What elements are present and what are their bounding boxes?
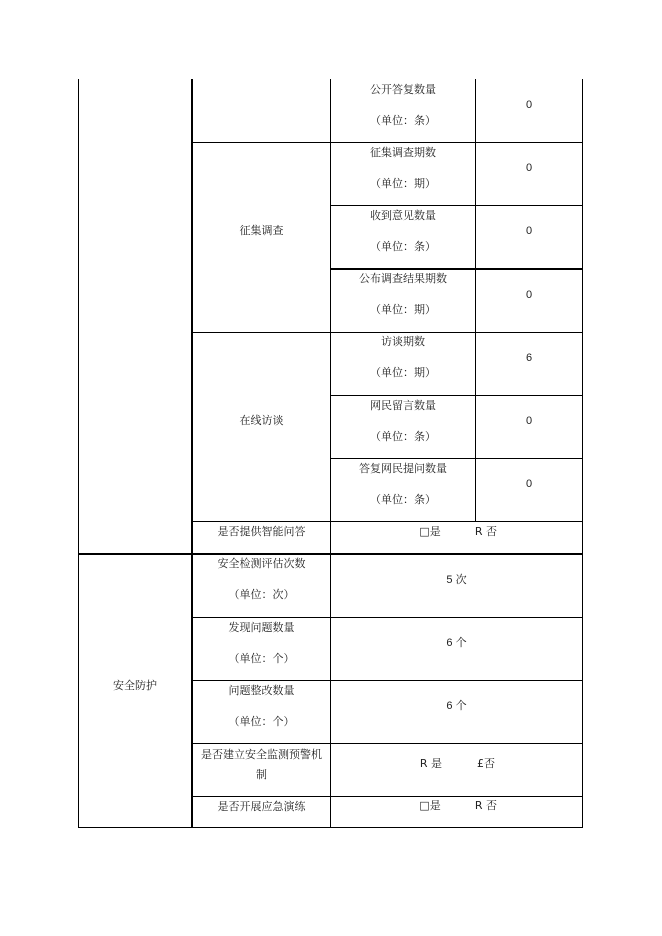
table-border-right-lower — [582, 521, 583, 828]
monitoring-yes-option[interactable]: R 是 — [419, 757, 443, 770]
metric-unit: （单位：个） — [228, 715, 295, 728]
monitoring-label-cont: 制 — [256, 768, 267, 781]
row-line — [191, 680, 583, 681]
metric-label: 安全检测评估次数 — [217, 557, 306, 570]
table-divider-col2 — [330, 79, 331, 828]
metric-unit: （单位：期） — [370, 366, 436, 379]
metric-label: 公布调查结果期数 — [359, 272, 447, 285]
row-line — [191, 521, 583, 522]
section-divider — [78, 553, 583, 555]
metric-value: 6 — [525, 352, 533, 364]
metric-label: 网民留言数量 — [370, 399, 436, 412]
drill-no-option[interactable]: R 否 — [474, 799, 498, 812]
metric-value: 6 个 — [446, 700, 467, 712]
table-border-left — [78, 79, 79, 828]
metric-unit: （单位：条） — [370, 430, 436, 443]
metric-value: 0 — [525, 289, 533, 301]
row-line — [330, 458, 583, 459]
metric-unit: （单位：条） — [370, 493, 436, 506]
row-line — [191, 332, 583, 333]
group-label-survey: 征集调查 — [239, 224, 284, 237]
metric-label: 征集调查期数 — [370, 146, 436, 159]
metric-unit: （单位：期） — [370, 303, 436, 316]
metric-unit: （单位：个） — [228, 652, 295, 665]
smart-qa-no-option[interactable]: R 否 — [474, 525, 498, 538]
monitoring-no-option[interactable]: £否 — [477, 757, 495, 770]
row-line — [330, 395, 583, 396]
metric-unit: （单位：期） — [370, 177, 436, 190]
metric-unit: （单位：次） — [228, 588, 295, 601]
smart-qa-label: 是否提供智能问答 — [217, 525, 306, 538]
metric-unit: （单位：条） — [370, 240, 436, 253]
metric-value: 0 — [525, 99, 533, 111]
metric-value: 6 个 — [446, 637, 467, 649]
monitoring-label: 是否建立安全监测预警机 — [201, 748, 322, 761]
table-border-right — [582, 79, 583, 521]
table-border-bottom — [78, 827, 583, 828]
metric-value: 0 — [525, 162, 533, 174]
metric-label: 访谈期数 — [381, 335, 425, 348]
smart-qa-yes-option[interactable]: □是 — [419, 525, 441, 538]
row-line — [191, 796, 583, 797]
metric-label: 公开答复数量 — [370, 83, 436, 96]
metric-unit: （单位：条） — [370, 114, 436, 127]
metric-value: 0 — [525, 225, 533, 237]
metric-label: 收到意见数量 — [370, 209, 436, 222]
metric-label: 答复网民提问数量 — [359, 462, 447, 475]
row-line — [191, 142, 583, 143]
metric-value: 0 — [525, 415, 533, 427]
metric-label: 问题整改数量 — [228, 684, 295, 697]
metric-value: 0 — [525, 478, 533, 490]
metric-label: 发现问题数量 — [228, 621, 295, 634]
row-line — [191, 617, 583, 618]
drill-label: 是否开展应急演练 — [217, 800, 306, 813]
drill-yes-option[interactable]: □是 — [419, 799, 441, 812]
row-line — [330, 205, 583, 206]
group-label-interview: 在线访谈 — [239, 414, 284, 427]
group-label-security: 安全防护 — [113, 679, 157, 692]
metric-value: 5 次 — [446, 574, 467, 586]
row-line — [191, 743, 583, 744]
row-line — [330, 268, 583, 270]
